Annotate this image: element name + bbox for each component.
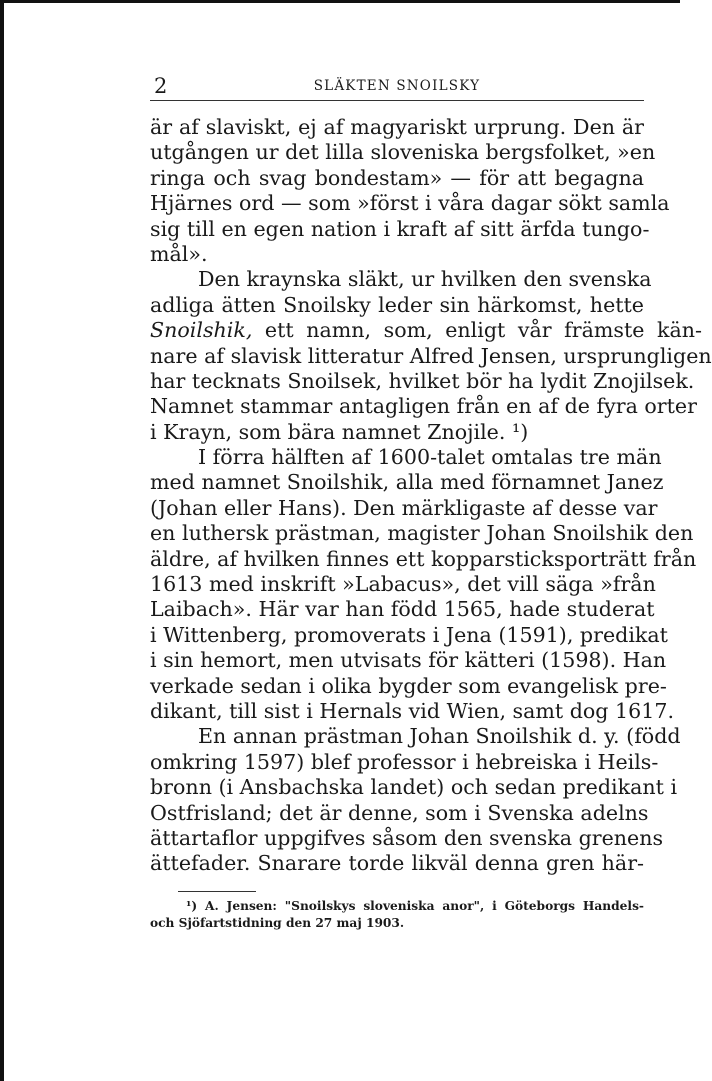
text-line: med namnet Snoilshik, alla med förnamnet Janez [150,470,664,495]
text-line: Ostfrisland; det är denne, som i Svenska adelns [150,800,649,825]
text-line: En annan prästman Johan Snoilshik d. y. (född [198,724,681,749]
running-head: SLÄKTEN SNOILSKY [313,78,481,94]
text-line: är af slaviskt, ej af magyariskt urprung. Den är [150,115,644,139]
text-line: har tecknats Snoilsek, hvilket bör ha lydit Znojilsek. [150,368,695,393]
text-line: bronn (i Ansbachska landet) och sedan predikant i [150,775,678,800]
text-line: Hjärnes ord — som »först i våra dagar sökt samla [150,191,670,216]
text-line: i Wittenberg, promoverats i Jena (1591), predikat [150,622,668,647]
page-top-edge [0,0,680,3]
text-line: sig till en egen nation i kraft af sitt ärfda tungo- [150,216,650,241]
footnote-rule [178,891,256,892]
text-line: mål». [150,241,208,266]
footnote-line: och Sjöfartstidning den 27 maj 1903. [150,915,405,930]
text-line: (Johan eller Hans). Den märkligaste af desse var [150,495,658,520]
body-text [150,115,712,877]
text-line: i sin hemort, men utvisats för kätteri (1598). Han [150,648,667,673]
text-line: Den kraynska släkt, ur hvilken den svenska [198,267,652,292]
footnote [150,898,644,932]
text-line: ringa och svag bondestam» — för att begagna [150,165,644,190]
book-page [150,70,712,932]
text-line-continuation: ett namn, som, enligt vår främste kän- [252,318,702,343]
footnote-line: ¹) A. Jensen: "Snoilskys sloveniska anor", i Göteborgs Handels- [186,898,644,913]
header-rule [150,100,644,101]
text-line: äldre, af hvilken finnes ett kopparsticksporträtt från [150,546,697,571]
text-line: ättartaflor uppgifves såsom den svenska grenens [150,825,664,850]
text-line: verkade sedan i olika bygder som evangelisk pre- [150,673,667,698]
text-line: omkring 1597) blef professor i hebreiska i Heils- [150,749,659,774]
text-line: I förra hälften af 1600-talet omtalas tre män [198,445,662,470]
text-line: dikant, till sist i Hernals vid Wien, samt dog 1617. [150,698,674,723]
text-line: Laibach». Här var han född 1565, hade studerat [150,597,655,622]
text-line: ättefader. Snarare torde likväl denna gren här- [150,851,644,876]
text-line: i Krayn, som bära namnet Znojile. ¹) [150,419,529,444]
page-left-edge [0,0,4,1081]
page-number: 2 [154,74,168,98]
text-line: utgången ur det lilla sloveniska bergsfolket, »en [150,140,656,165]
text-line: 1613 med inskrift »Labacus», det vill säga »från [150,572,656,597]
page-header [150,70,644,98]
text-line: nare af slavisk litteratur Alfred Jensen, ursprungligen [150,343,712,368]
text-line [150,318,702,343]
text-line: adliga ätten Snoilsky leder sin härkomst, hette [150,292,644,317]
text-line: Namnet stammar antagligen från en af de fyra orter [150,394,697,419]
text-line: en luthersk prästman, magister Johan Snoilshik den [150,521,694,546]
italic-name: Snoilshik, [150,318,253,343]
